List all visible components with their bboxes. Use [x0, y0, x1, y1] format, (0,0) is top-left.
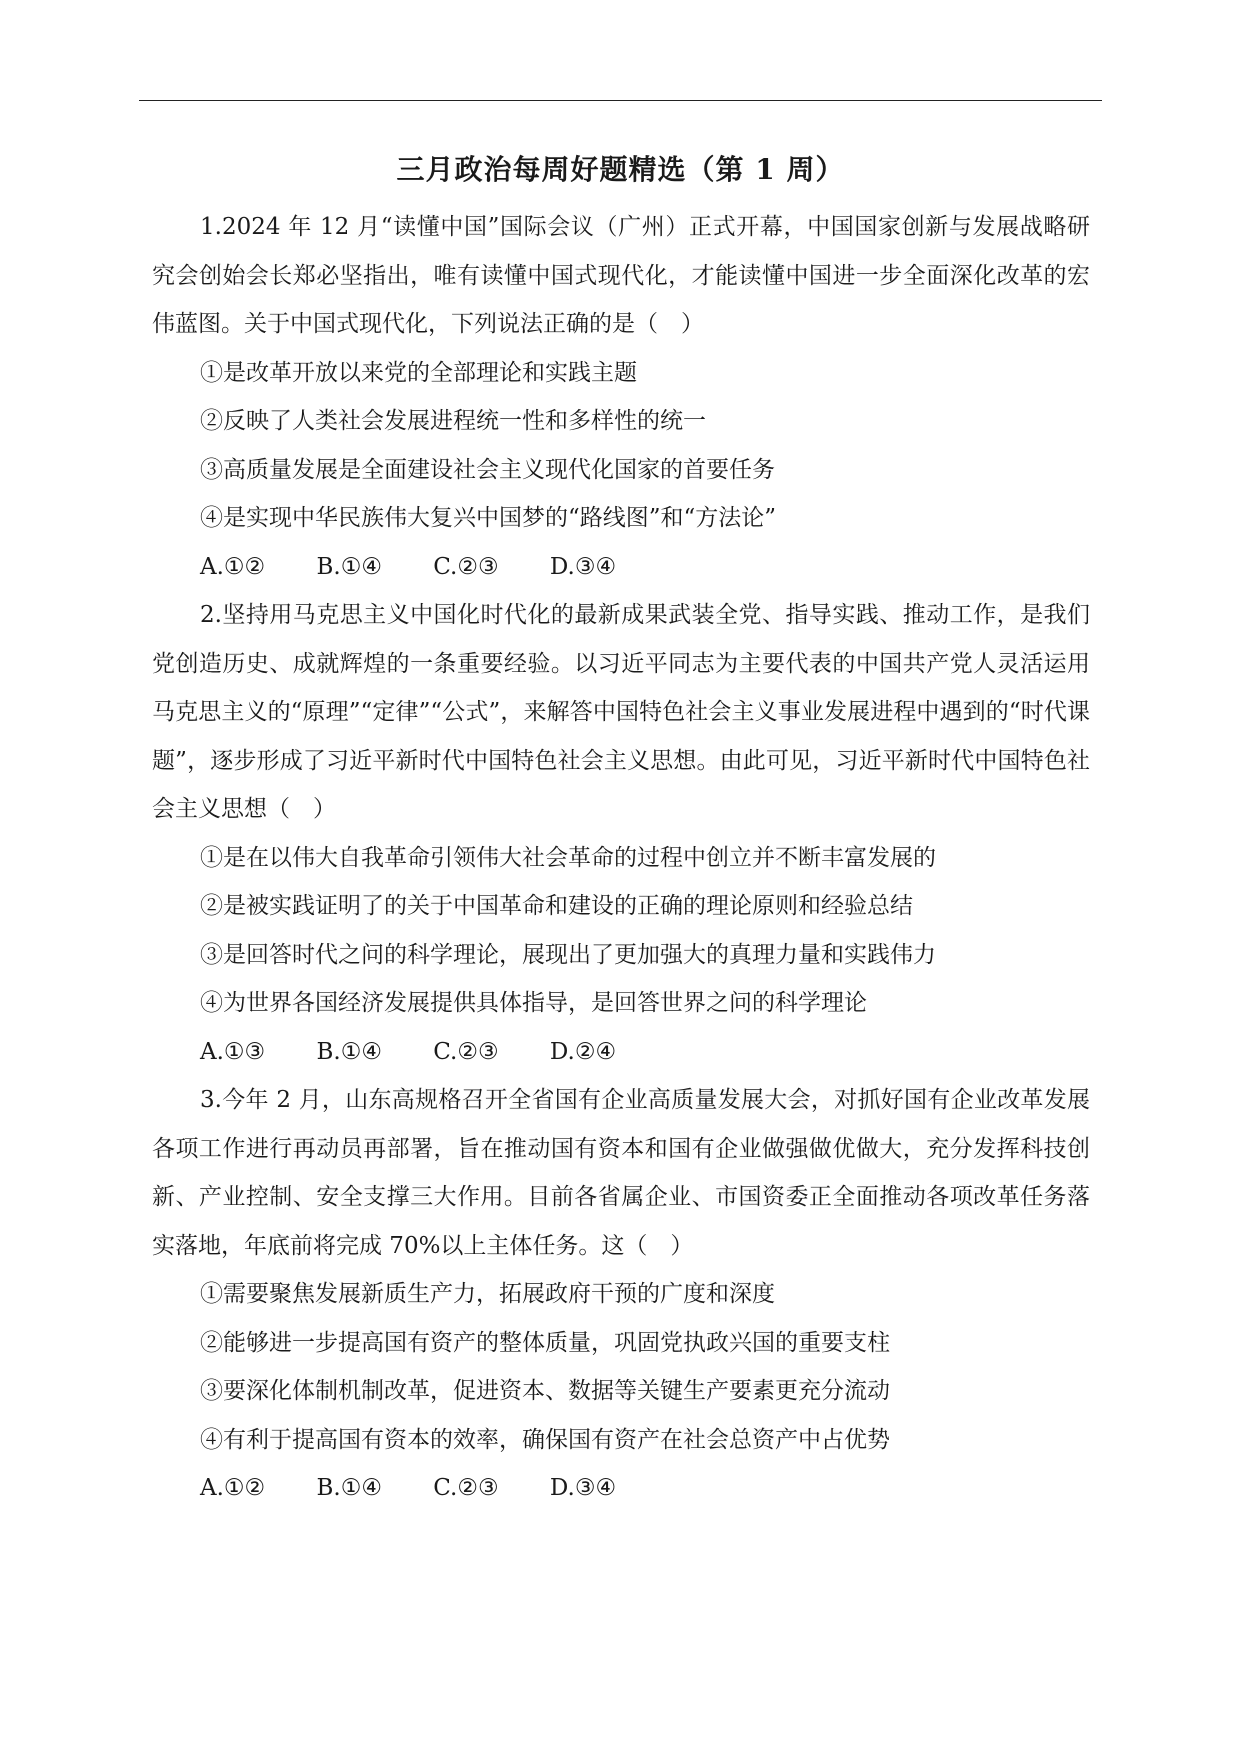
option-statement: ①需要聚焦发展新质生产力，拓展政府干预的广度和深度: [200, 1281, 775, 1307]
option-statement: ②是被实践证明了的关于中国革命和建设的正确的理论原则和经验总结: [200, 893, 913, 919]
option-statement: ③高质量发展是全面建设社会主义现代化国家的首要任务: [200, 456, 775, 483]
page-title: 三月政治每周好题精选（第 1 周）: [396, 153, 845, 186]
answer-choice-b: B.①④: [316, 1475, 382, 1501]
option-statement: ④为世界各国经济发展提供具体指导，是回答世界之问的科学理论: [200, 990, 867, 1016]
header-rule: [139, 100, 1102, 101]
option-statement: ④有利于提高国有资本的效率，确保国有资产在社会总资产中占优势: [200, 1426, 890, 1453]
option-statement: ②反映了人类社会发展进程统一性和多样性的统一: [200, 408, 706, 434]
option-statement: ①是在以伟大自我革命引领伟大社会革命的过程中创立并不断丰富发展的: [200, 844, 936, 871]
answer-choice-d: D.③④: [549, 553, 617, 580]
question-3: [152, 1076, 1090, 1513]
answer-choice-a: A.①③: [200, 1038, 266, 1065]
answer-choice-a: A.①②: [200, 1475, 266, 1501]
answer-choice-b: B.①④: [316, 1038, 382, 1065]
question-stem: 1.2024 年 12 月“读懂中国”国际会议（广州）正式开幕，中国国家创新与发展战略研究会创始会长郑必坚指出，唯有读懂中国式现代化，才能读懂中国进一步全面深化改革的宏伟蓝图。关于中国式现代化，下列说法正确的是（ ）: [152, 214, 1090, 337]
question-2: [152, 591, 1090, 1076]
answer-choice-d: D.③④: [549, 1475, 617, 1501]
question-stem: 2.坚持用马克思主义中国化时代化的最新成果武装全党、指导实践、推动工作，是我们党创造历史、成就辉煌的一条重要经验。以习近平同志为主要代表的中国共产党人灵活运用马克思主义的“原理”“定律”“公式”，来解答中国特色社会主义事业发展进程中遇到的“时代课题”，逐步形成了习近平新时代中国特色社会主义思想。由此可见，习近平新时代中国特色社会主义思想（ ）: [152, 602, 1090, 822]
answer-choice-c: C.②③: [433, 1475, 499, 1501]
answer-choices: [152, 543, 1090, 592]
answer-choice-b: B.①④: [316, 553, 382, 580]
question-stem: 3.今年 2 月，山东高规格召开全省国有企业高质量发展大会，对抓好国有企业改革发展各项工作进行再动员再部署，旨在推动国有资本和国有企业做强做优做大，充分发挥科技创新、产业控制、安全支撑三大作用。目前各省属企业、市国资委正全面推动各项改革任务落实落地，年底前将完成 70%以上主体任务。这（ ）: [152, 1087, 1090, 1259]
option-statement: ④是实现中华民族伟大复兴中国梦的“路线图”和“方法论”: [200, 505, 777, 531]
answer-choice-c: C.②③: [433, 1038, 499, 1065]
option-statement: ②能够进一步提高国有资产的整体质量，巩固党执政兴国的重要支柱: [200, 1329, 890, 1356]
option-statement: ③要深化体制机制改革，促进资本、数据等关键生产要素更充分流动: [200, 1378, 890, 1404]
answer-choices: [152, 1028, 1090, 1077]
answer-choices: [152, 1464, 1090, 1513]
option-statement: ③是回答时代之问的科学理论，展现出了更加强大的真理力量和实践伟力: [200, 941, 936, 968]
question-list: [152, 203, 1090, 1513]
answer-choice-d: D.②④: [549, 1038, 617, 1065]
question-1: [152, 203, 1090, 591]
option-statement: ①是改革开放以来党的全部理论和实践主题: [200, 359, 637, 386]
answer-choice-a: A.①②: [200, 553, 266, 580]
answer-choice-c: C.②③: [433, 553, 499, 580]
